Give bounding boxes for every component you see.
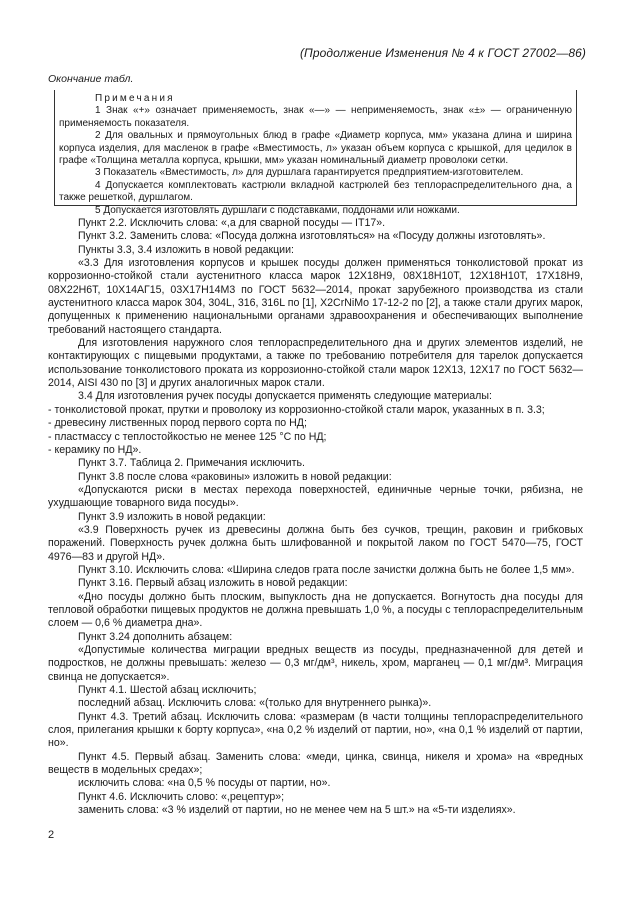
paragraph: заменить слова: «3 % изделий от партии, но не менее чем на 5 шт.» на «5-ти изделиях». — [78, 804, 516, 817]
paragraph: Пункт 4.3. Третий абзац. Исключить слова: «размерам (в части толщины теплораспределительного слоя, прилегания крышки к борту корпуса», «на 0,2 % изделий от партии, но», «на 0,1 % изделий от партии, но». — [48, 710, 583, 750]
paragraph: Пункт 2.2. Исключить слова: «,а для сварной посуды — IT17». — [78, 217, 386, 229]
page-header: (Продолжение Изменения № 4 к ГОСТ 27002—86) — [299, 46, 586, 60]
page-number: 2 — [48, 829, 55, 841]
note-item: 2 Для овальных и прямоугольных блюд в графе «Диаметр корпуса, мм» указана длина и ширина корпуса изделия, для масленок в графе «Вместимость, л» указан объем корпуса с крышкой, для цедилок в графе «Толщина металла корпуса, крышки, мм» указан номинальный диаметр проволоки сетки. — [59, 130, 572, 167]
note-item: 1 Знак «+» означает применяемость, знак «—» — неприменяемость, знак «±» — ограниченную применяемость показателя. — [59, 105, 572, 129]
notes-box — [54, 90, 577, 216]
paragraph: Пункт 3.16. Первый абзац изложить в новой редакции: — [78, 577, 348, 590]
paragraph: «3.3 Для изготовления корпусов и крышек посуды должен применяться тонколистовой прокат из коррозионно-стойкой стали аустенитного класса марок 12Х18Н9, 08Х18Н10Т, 12Х18Н10Т, 17Х18Н9, 08Х22Н6Т, 10Х14АГ15, 03Х17Н14М3 по ГОСТ 5632—2014, прокат зарубежного производства из стали аустенитного класса марок 304, 304L, 316, 316L по [1], X2CrNiMo 17-12-2 по [2], а также стали других марок, допущенных к применению национальными органами здравоохранения и обеспечивающих выполнение требований настоящего стандарта. — [48, 257, 583, 336]
paragraph: «Дно посуды должно быть плоским, выпуклость дна не допускается. Вогнутость дна посуды для тепловой обработки пищевых продуктов не должна превышать 1,0 %, а посуды с теплораспределительным слоем — 0,6 % диаметра дна». — [48, 590, 583, 630]
list-item: - пластмассу с теплостойкостью не менее 125 °С по НД; — [48, 430, 327, 443]
paragraph: Пункт 3.7. Таблица 2. Примечания исключить. — [78, 457, 305, 470]
paragraph: Пункт 3.10. Исключить слова: «Ширина следов грата после зачистки должна быть не более 1,5 мм». — [78, 563, 575, 576]
note-item: 3 Показатель «Вместимость, л» для дуршлага гарантируется предприятием-изготовителем. — [95, 167, 524, 179]
paragraph: 3.4 Для изготовления ручек посуды допускается применять следующие материалы: — [78, 390, 492, 403]
paragraph: Для изготовления наружного слоя теплораспределительного дна и других элементов изделий, не контактирующих с пищевыми продуктами, а также по требованию потребителя для тарелок допускается использование тонколистового проката из коррозионно-стойкой стали марок 12Х13, 12Х17 по ГОСТ 5632—2014, AISI 430 по [3] и других аналогичных марок стали. — [48, 337, 583, 390]
paragraph: Пункты 3.3, 3.4 изложить в новой редакции: — [78, 243, 294, 256]
paragraph: Пункт 3.24 дополнить абзацем: — [78, 630, 233, 643]
paragraph: Пункт 4.1. Шестой абзац исключить; — [78, 684, 257, 697]
notes-title: Примечания — [95, 93, 175, 104]
note-item: 4 Допускается комплектовать кастрюли вкладной кастрюлей без теплораспределительного дна, а также решеткой, дуршлагом. — [59, 179, 572, 204]
list-item: - керамику по НД». — [48, 443, 142, 456]
paragraph: «3.9 Поверхность ручек из древесины должна быть без сучков, трещин, раковин и грибковых поражений. Поверхность ручек должна быть шлифованной и покрытой лаком по ГОСТ 5470—75, ГОСТ 4976—83 и другой НД». — [48, 523, 583, 563]
paragraph: Пункт 3.2. Заменить слова: «Посуда должна изготовляться» на «Посуду должны изготовлять». — [78, 230, 546, 243]
paragraph: «Допустимые количества миграции вредных веществ из посуды, предназначенной для детей и подростков, не должны превышать: железо — 0,3 мг/дм³, никель, хром, марганец — 0,1 мг/дм³. Миграция свинца не допускается». — [48, 644, 583, 683]
paragraph: Пункт 4.6. Исключить слово: «,рецептур»; — [78, 790, 285, 803]
paragraph: «Допускаются риски в местах перехода поверхностей, единичные черные точки, рябизна, не ухудшающие товарного вида посуды». — [48, 483, 583, 510]
paragraph: Пункт 3.9 изложить в новой редакции: — [78, 510, 266, 523]
paragraph: Пункт 3.8 после слова «раковины» изложить в новой редакции: — [78, 470, 392, 483]
paragraph: исключить слова: «на 0,5 % посуды от партии, но». — [78, 777, 331, 790]
note-item: 5 Допускается изготовлять дуршлаги с подставками, поддонами или ножками. — [95, 204, 460, 216]
paragraph: последний абзац. Исключить слова: «(только для внутреннего рынка)». — [78, 697, 432, 710]
list-item: - древесину лиственных пород первого сорта по НД; — [48, 417, 307, 430]
list-item: - тонколистовой прокат, прутки и проволоку из коррозионно-стойкой стали марок, указанных в п. 3.3; — [48, 403, 545, 416]
paragraph: Пункт 4.5. Первый абзац. Заменить слова: «меди, цинка, свинца, никеля и хрома» на «вредных веществ в модельных средах»; — [48, 750, 583, 777]
document-body — [48, 217, 583, 817]
table-end-label: Окончание табл. — [48, 73, 134, 85]
